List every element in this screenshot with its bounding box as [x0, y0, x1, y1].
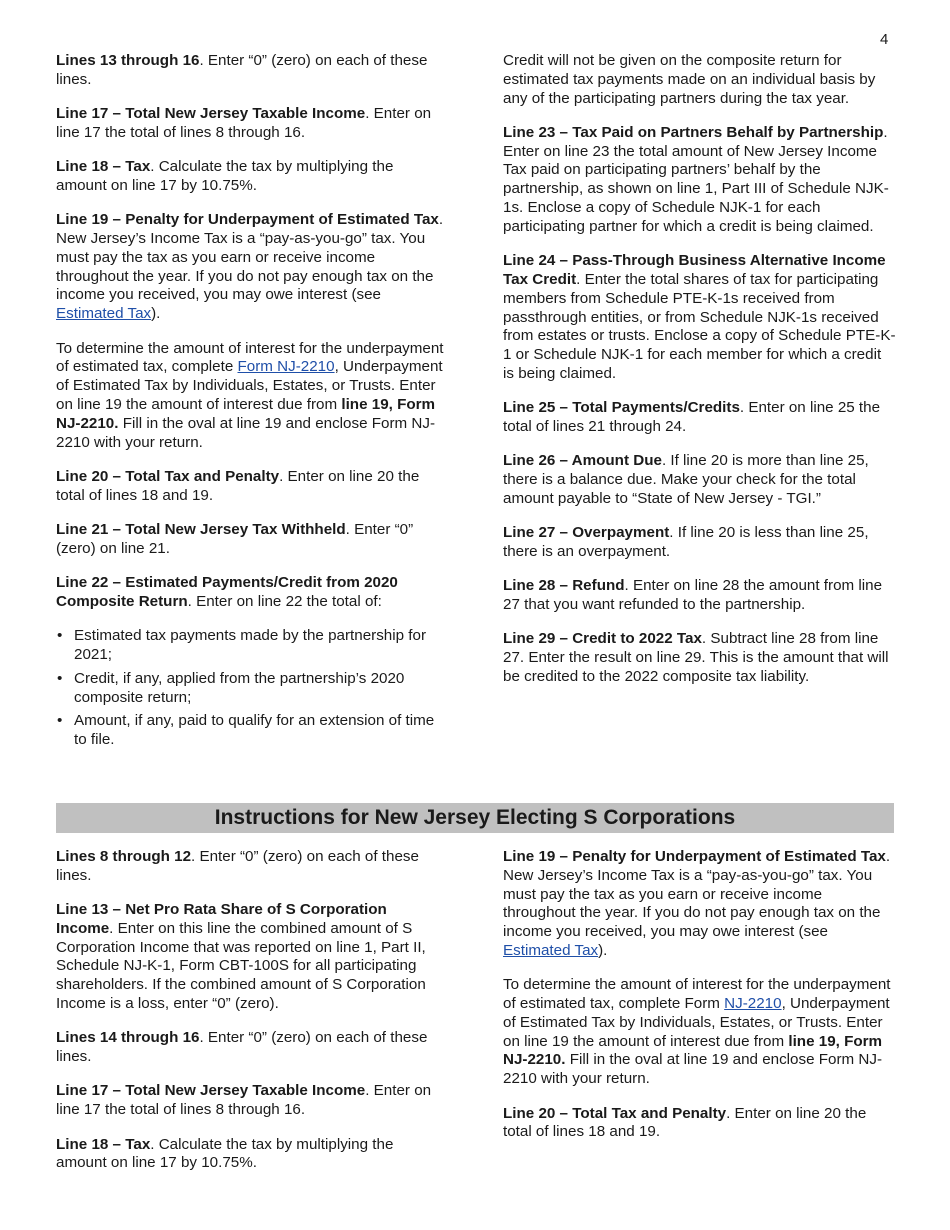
- paragraph-body: . If line 20 is less than line 25, there is an overpayment.: [503, 524, 869, 561]
- paragraph-body: . Enter on line 17 the total of lines 8 through 16.: [56, 105, 432, 141]
- s-corp-column-right: [503, 848, 896, 1158]
- estimated-tax-link[interactable]: Estimated Tax: [503, 941, 599, 959]
- list-item: • Credit, if any, applied from the partnership’s 2020 composite return;: [56, 670, 448, 708]
- paragraph-body: . Enter on this line the combined amount of S Corporation Income that was reported on line 1, Part II, Schedule NJ-K-1, Form CBT-100S for all participating shareholders. If the combined amount of S Corporation Income is a loss, enter “0” (zero).: [56, 919, 426, 1013]
- paragraph-bold: line 19, Form NJ-2210.: [56, 395, 436, 432]
- paragraph-heading: Line 24 – Pass-Through Business Alternative Income Tax Credit: [503, 252, 886, 288]
- paragraph-heading: Line 22 – Estimated Payments/Credit from 2020 Composite Return: [56, 574, 398, 610]
- estimated-tax-link[interactable]: Estimated Tax: [56, 305, 152, 323]
- line-17-paragraph: [56, 105, 448, 143]
- paragraph-heading: Line 20 – Total Tax and Penalty: [503, 1104, 727, 1122]
- paragraph-heading: Line 26 – Amount Due: [503, 452, 662, 470]
- page-number: 4: [880, 31, 889, 48]
- nj-2210-link[interactable]: NJ-2210: [724, 995, 782, 1013]
- paragraph-heading: Line 17 – Total New Jersey Taxable Income: [56, 105, 366, 123]
- nj-2210-paragraph: [56, 340, 448, 453]
- paragraph-heading: Lines 13 through 16: [56, 52, 200, 69]
- paragraph-body: . Enter on line 20 the total of lines 18 and 19.: [56, 467, 420, 504]
- nj-2210-paragraph: [503, 976, 896, 1089]
- line-22-paragraph: [56, 574, 448, 612]
- paragraph-body: . Enter the total shares of tax for participating members from Schedule PTE-K-1s received from passthrough entities, or from Schedule NJK-1s received from estates or trusts. Enclose a copy of Schedule PTE-K-1 or Schedule NJK-1 for each member for which a credit is being claimed.: [503, 270, 896, 382]
- paragraph-body: Fill in the oval at line 19 and enclose Form NJ-2210 with your return.: [56, 414, 436, 451]
- paragraph-body: . Enter “0” (zero) on line 21.: [56, 520, 414, 557]
- paragraph-body: . New Jersey’s Income Tax is a “pay-as-you-go” tax. You must pay the tax as you earn or receive income throughout the year. If you do not pay enough tax on the income you received, you may owe interest (see: [503, 848, 891, 941]
- paragraph-body: , Underpayment of Estimated Tax by Individuals, Estates, or Trusts. Enter on line 19 the amount of interest due from: [56, 358, 443, 413]
- line-18-paragraph: [56, 1136, 448, 1174]
- form-nj-2210-link[interactable]: Form NJ-2210: [237, 358, 335, 376]
- paragraph-heading: Line 23 – Tax Paid on Partners Behalf by Partnership: [503, 123, 884, 141]
- line-25-paragraph: [503, 399, 896, 437]
- paragraph-body: . Calculate the tax by multiplying the amount on line 17 by 10.75%.: [56, 1135, 394, 1172]
- paragraph-body: ).: [151, 305, 161, 323]
- paragraph-body: To determine the amount of interest for the underpayment of estimated tax, complete: [56, 339, 444, 376]
- paragraph-heading: Line 17 – Total New Jersey Taxable Income: [56, 1082, 366, 1100]
- paragraph-body: . Calculate the tax by multiplying the amount on line 17 by 10.75%.: [56, 158, 394, 194]
- paragraph-body: To determine the amount of interest for the underpayment of estimated tax, complete Form: [503, 976, 891, 1013]
- line-21-paragraph: [56, 521, 448, 559]
- paragraph-heading: Line 18 – Tax: [56, 1135, 151, 1153]
- partnership-column-left: [56, 52, 448, 755]
- paragraph-heading: Line 20 – Total Tax and Penalty: [56, 467, 280, 485]
- list-item: • Amount, if any, paid to qualify for an extension of time to file.: [56, 712, 448, 750]
- line-19-paragraph: [503, 848, 896, 961]
- line-26-paragraph: [503, 452, 896, 508]
- paragraph-body: Credit will not be given on the composite return for estimated tax payments made on an individual basis by any of the participating partners during the tax year.: [503, 52, 876, 107]
- line-27-paragraph: [503, 524, 896, 562]
- paragraph-body: . Enter on line 20 the total of lines 18 and 19.: [503, 1104, 867, 1141]
- paragraph-body: Fill in the oval at line 19 and enclose Form NJ-2210 with your return.: [503, 1051, 883, 1088]
- line-17-paragraph: [56, 1082, 448, 1120]
- paragraph-heading: Line 27 – Overpayment: [503, 524, 670, 542]
- line-29-paragraph: [503, 630, 896, 686]
- paragraph-heading: Lines 8 through 12: [56, 848, 192, 865]
- list-item: • Estimated tax payments made by the partnership for 2021;: [56, 627, 448, 665]
- line-23-paragraph: [503, 124, 896, 237]
- line-13-paragraph: [56, 901, 448, 1014]
- credit-note-paragraph: [503, 52, 896, 108]
- paragraph-body: . Enter on line 25 the total of lines 21 through 24.: [503, 399, 881, 436]
- paragraph-heading: Line 18 – Tax: [56, 158, 151, 176]
- paragraph-heading: Line 19 – Penalty for Underpayment of Estimated Tax: [56, 211, 439, 229]
- paragraph-body: . Enter “0” (zero) on each of these lines.: [56, 848, 419, 884]
- line-13-16-paragraph: [56, 52, 448, 90]
- section-title-banner: Instructions for New Jersey Electing S Corporations: [56, 803, 894, 833]
- paragraph-heading: Line 13 – Net Pro Rata Share of S Corporation Income: [56, 901, 387, 937]
- paragraph-body: . Enter on line 28 the amount from line 27 that you want refunded to the partnership.: [503, 577, 883, 614]
- paragraph-body: . New Jersey’s Income Tax is a “pay-as-you-go” tax. You must pay the tax as you earn or receive income throughout the year. If you do not pay enough tax on the income you received, you may owe interest (see: [56, 211, 444, 304]
- paragraph-body: . Enter “0” (zero) on each of these lines.: [56, 52, 428, 88]
- paragraph-body: . Enter on line 17 the total of lines 8 through 16.: [56, 1082, 432, 1119]
- paragraph-heading: Line 29 – Credit to 2022 Tax: [503, 630, 702, 648]
- estimated-payments-list: [56, 627, 448, 750]
- paragraph-heading: Line 25 – Total Payments/Credits: [503, 399, 740, 417]
- paragraph-body: . If line 20 is more than line 25, there is a balance due. Make your check for the total amount payable to “State of New Jersey - TGI.”: [503, 452, 869, 507]
- paragraph-bold: line 19, Form NJ-2210.: [503, 1032, 883, 1069]
- line-8-12-paragraph: [56, 848, 448, 886]
- paragraph-heading: Line 28 – Refund: [503, 577, 625, 595]
- paragraph-heading: Line 19 – Penalty for Underpayment of Estimated Tax: [503, 848, 886, 865]
- line-18-paragraph: [56, 158, 448, 196]
- paragraph-heading: Line 21 – Total New Jersey Tax Withheld: [56, 520, 346, 538]
- line-14-16-paragraph: [56, 1029, 448, 1067]
- paragraph-body: . Enter “0” (zero) on each of these lines.: [56, 1029, 428, 1066]
- paragraph-body: ).: [598, 941, 608, 959]
- partnership-column-right: [503, 52, 896, 702]
- s-corp-column-left: [56, 848, 448, 1189]
- paragraph-heading: Lines 14 through 16: [56, 1029, 200, 1047]
- paragraph-body: . Enter on line 23 the total amount of New Jersey Income Tax paid on participating partners’ behalf by the partnership, as shown on line 1, Part III of Schedule NJK-1s. Enclose a copy of Schedule NJK-1 for each participating partner for which a credit is being claimed.: [503, 123, 889, 235]
- line-28-paragraph: [503, 577, 896, 615]
- line-19-paragraph: [56, 211, 448, 324]
- paragraph-body: . Subtract line 28 from line 27. Enter the result on line 29. This is the amount that will be credited to the 2022 composite tax liability.: [503, 630, 889, 686]
- line-24-paragraph: [503, 252, 896, 384]
- line-20-paragraph: [56, 468, 448, 506]
- paragraph-body: , Underpayment of Estimated Tax by Individuals, Estates, or Trusts. Enter on line 19 the amount of interest due from: [503, 995, 890, 1050]
- line-20-paragraph: [503, 1105, 896, 1143]
- paragraph-body: . Enter on line 22 the total of:: [187, 592, 382, 610]
